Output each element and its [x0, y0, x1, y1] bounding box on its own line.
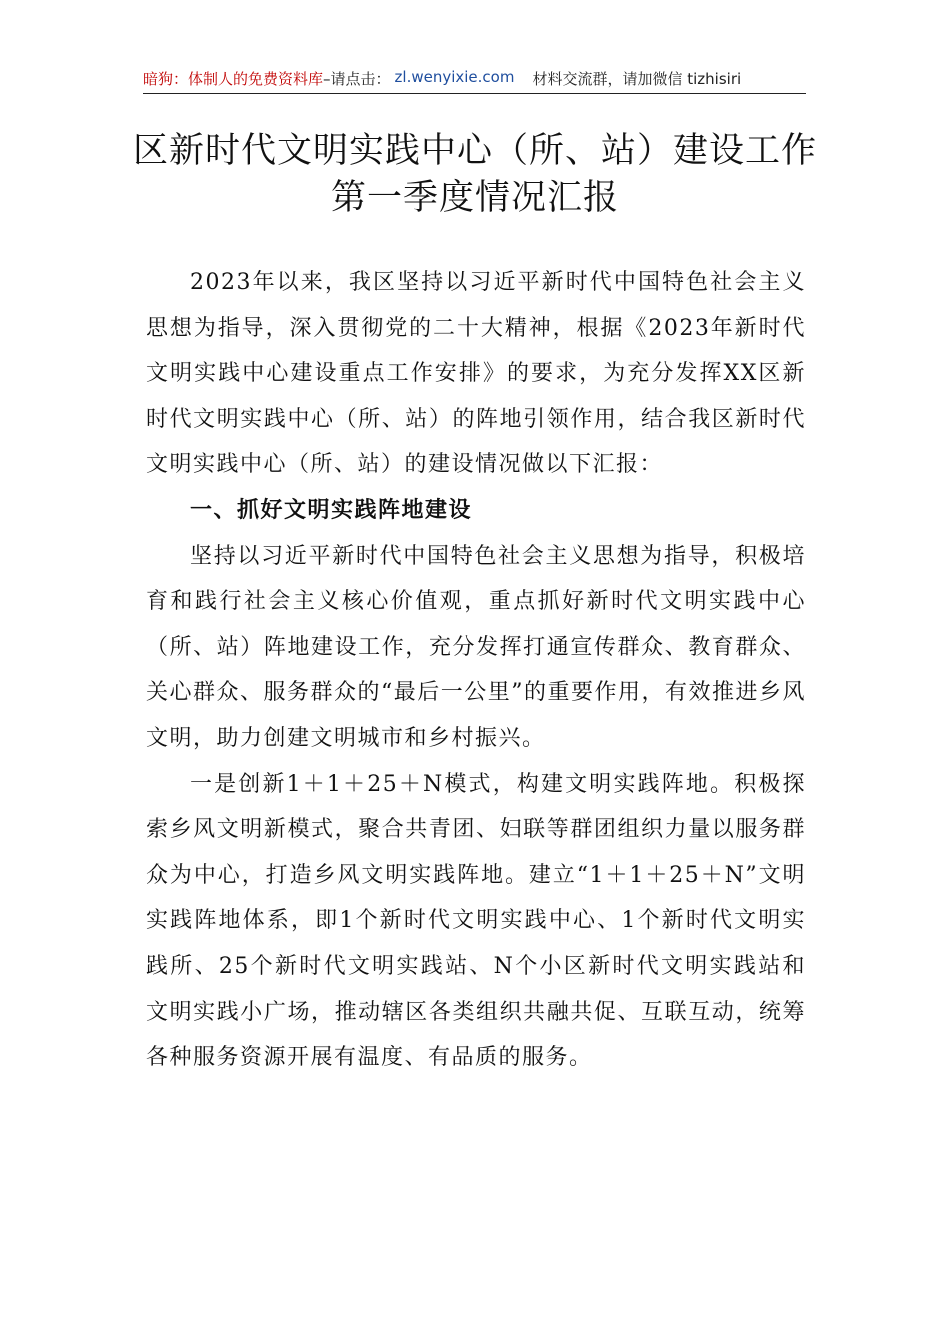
section-heading-1: 一、抓好文明实践阵地建设: [190, 497, 473, 523]
document-title: 区新时代文明实践中心（所、站）建设工作第一季度情况汇报: [132, 131, 817, 218]
header-wechat-note: 材料交流群，请加微信 tizhisiri: [532, 70, 742, 88]
intro-paragraph: 2023年以来，我区坚持以习近平新时代中国特色社会主义思想为指导，深入贯彻党的二十大精神，根据《2023年新时代文明实践中心建设重点工作安排》的要求，为充分发挥XX区新时代文明实践中心（所、站）的阵地引领作用，结合我区新时代文明实践中心（所、站）的建设情况做以下汇报：: [146, 270, 806, 478]
header-url-link[interactable]: zl.wenyixie.com: [394, 68, 515, 86]
page-header: [143, 66, 806, 94]
document-body: [146, 260, 806, 1081]
header-click-prefix: –请点击：: [323, 70, 391, 88]
point-1-paragraph: 一是创新1＋1＋25＋N模式，构建文明实践阵地。积极探索乡风文明新模式，聚合共青团、妇联等群团组织力量以服务群众为中心，打造乡风文明实践阵地。建立“1＋1＋25＋N”文明实践阵地体系，即1个新时代文明实践中心、1个新时代文明实践所、25个新时代文明实践站、N个小区新时代文明实践站和文明实践小广场，推动辖区各类组织共融共促、互联互动，统筹各种服务资源开展有温度、有品质的服务。: [146, 771, 806, 1071]
section-1-paragraph: 坚持以习近平新时代中国特色社会主义思想为指导，积极培育和践行社会主义核心价值观，重点抓好新时代文明实践中心（所、站）阵地建设工作，充分发挥打通宣传群众、教育群众、关心群众、服务群众的“最后一公里”的重要作用，有效推进乡风文明，助力创建文明城市和乡村振兴。: [146, 543, 806, 751]
header-brand: 暗狗：体制人的免费资料库: [143, 70, 324, 88]
